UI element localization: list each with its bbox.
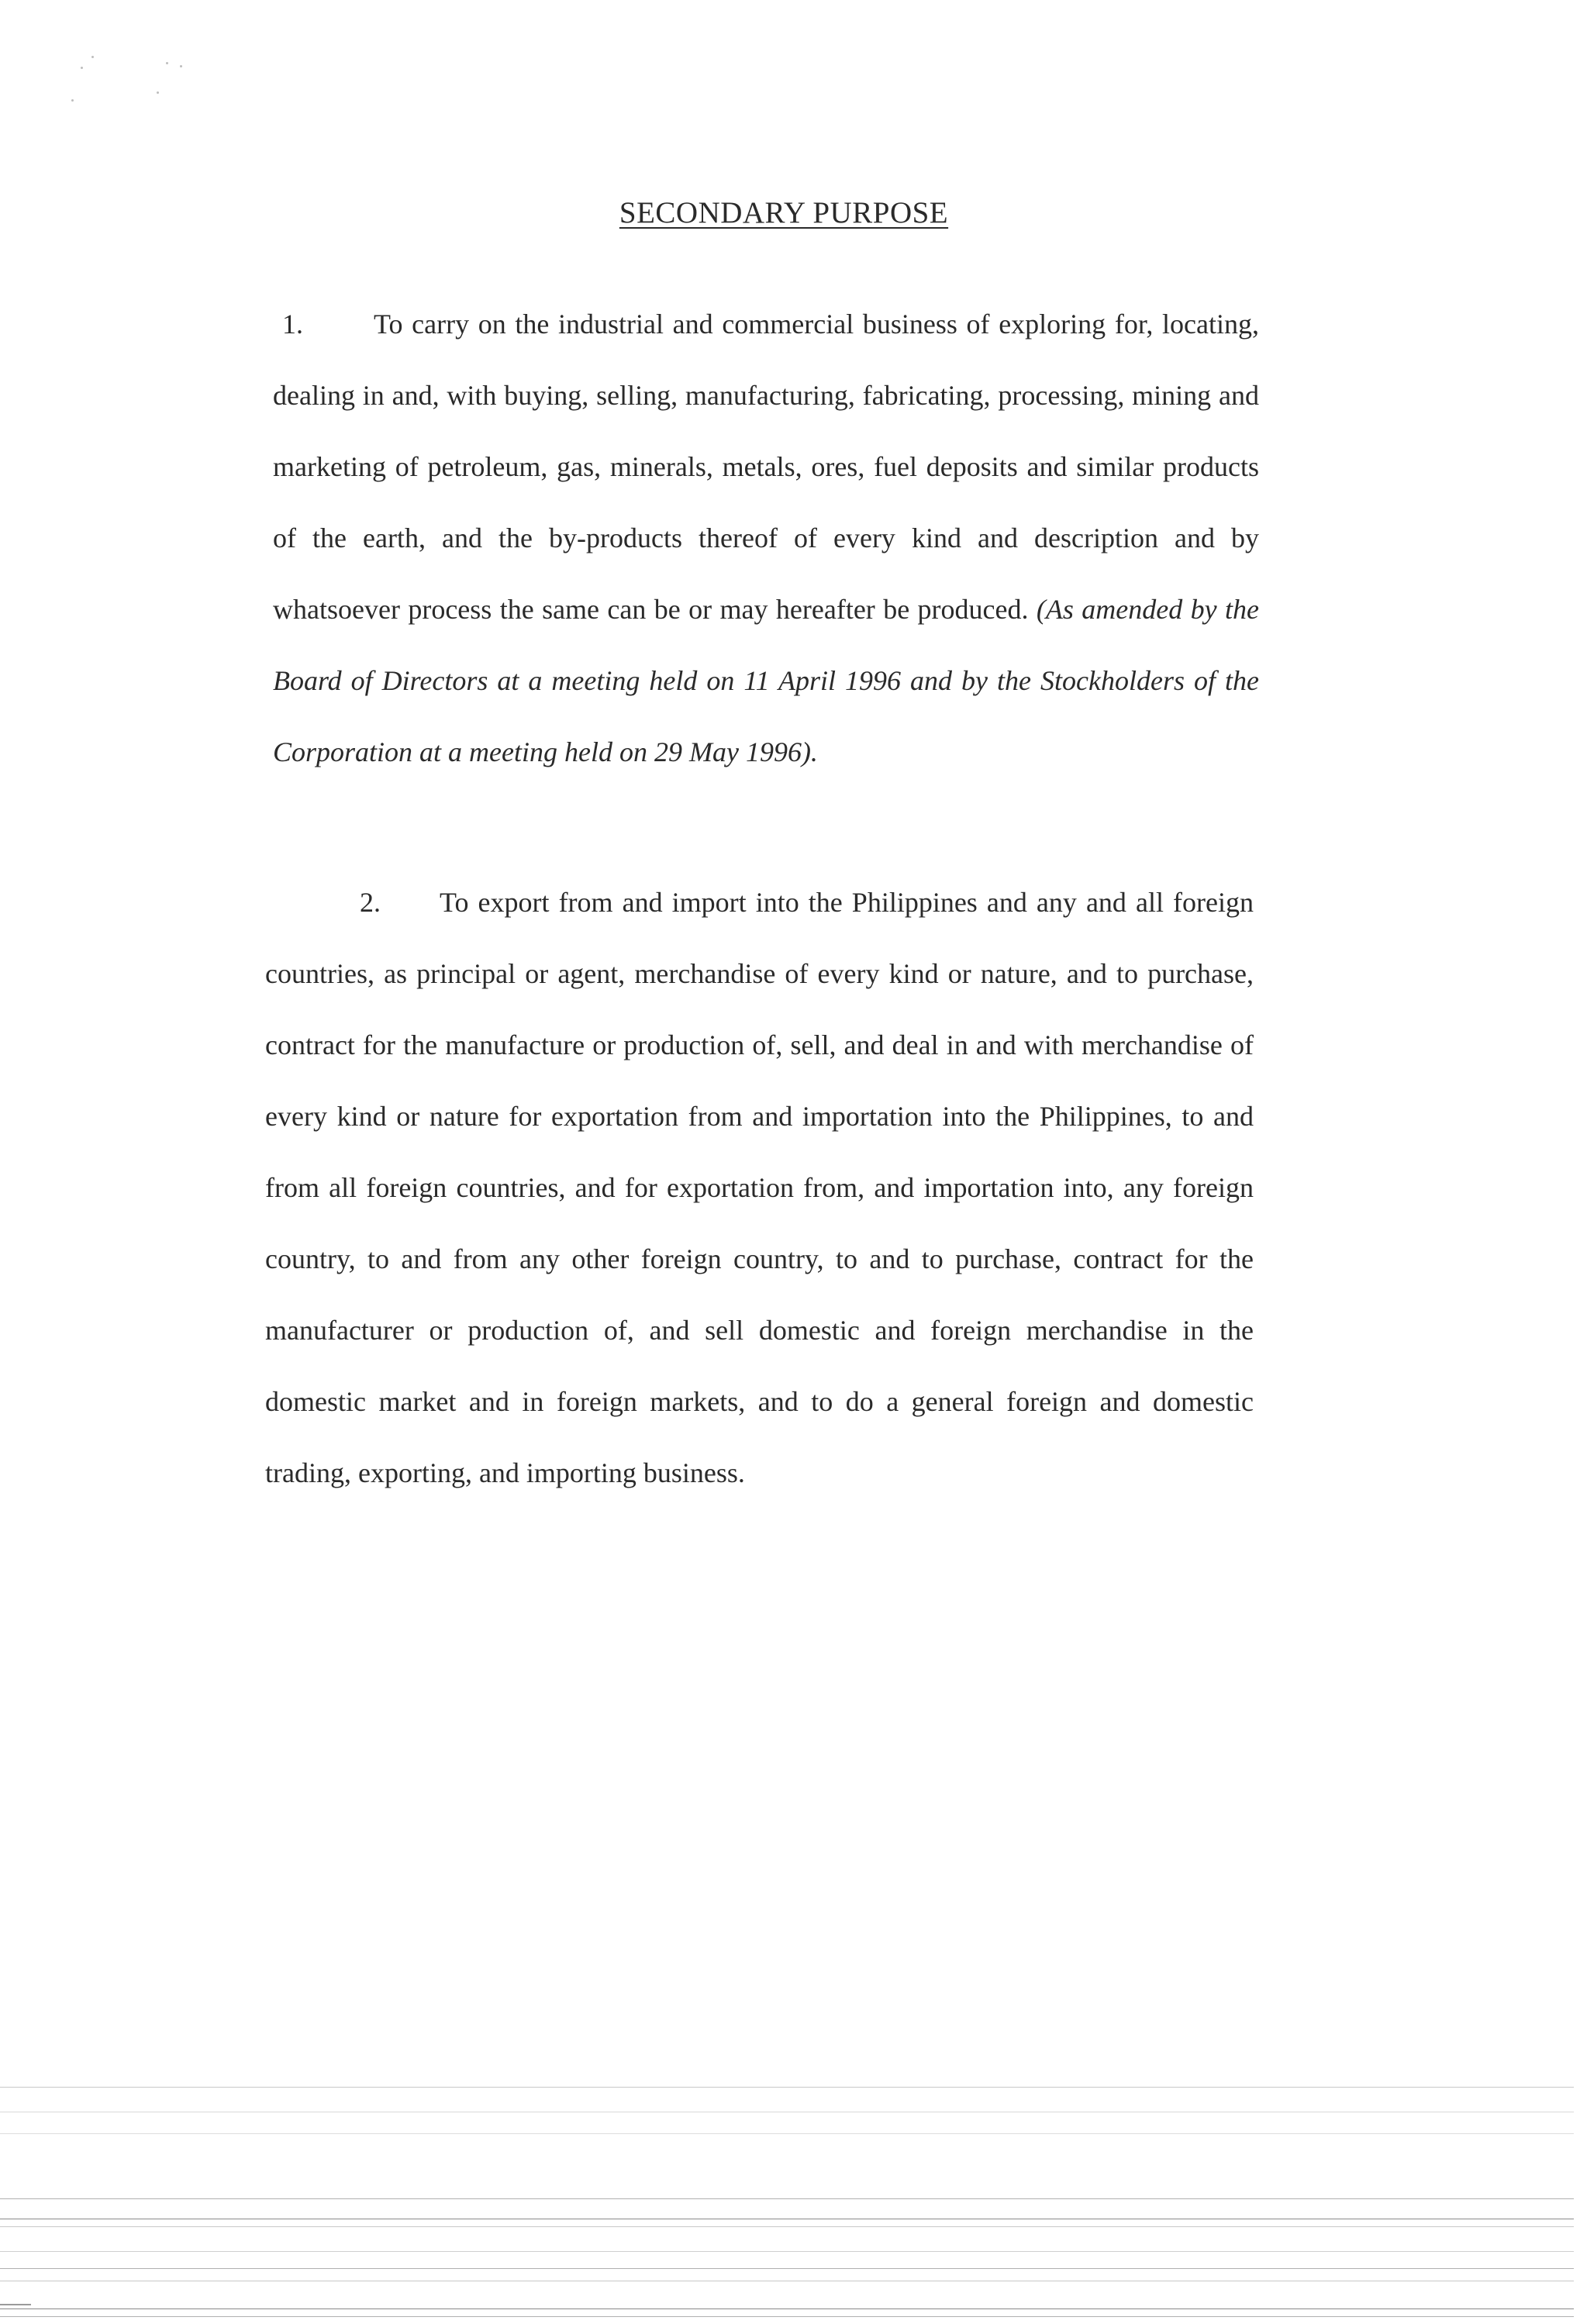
scan-line — [0, 2268, 1574, 2269]
item-text: To carry on the industrial and commercial business of exploring for, locating, dealing in and, with buying, selling, manufacturing, fabricating, processing, mining and marketing of petroleum, gas, minerals, metals, ores, fuel deposits and similar products of the earth, and the by-products thereof of every kind and description and by whatsoever process the same can be or may hereafter be produced. — [273, 309, 1259, 625]
scan-speck — [81, 67, 83, 69]
scan-speck — [91, 56, 94, 58]
page-title-text: SECONDARY PURPOSE — [619, 196, 949, 229]
scan-line — [0, 2308, 1574, 2309]
item-text: To export from and import into the Philippines and any and all foreign countries, as principal or agent, merchandise of every kind or nature, and to purchase, contract for the manufacture or production of, sell, and deal in and with merchandise of every kind or nature for exportation from and importation into the Philippines, to and from all foreign countries, and for exportation from, and importation into, any foreign country, to and from any other foreign country, to and to purchase, contract for the manufacturer or production of, and sell domestic and foreign merchandise in the domestic market and in foreign markets, and to do a general foreign and domestic trading, exporting, and importing business. — [265, 887, 1254, 1488]
scan-speck — [71, 99, 74, 102]
scan-edge-mark — [0, 2304, 31, 2305]
page-title — [0, 194, 1580, 233]
item-number: 1. — [282, 309, 303, 340]
scan-line — [0, 2133, 1574, 2134]
scan-line — [0, 2087, 1574, 2088]
amendment-note: (As amended by the Board of Directors at a meeting held on 11 April 1996 and by the Stockholders of the Corporation at a meeting held on 29 May 1996). — [273, 594, 1260, 767]
item-number: 2. — [360, 887, 381, 918]
scan-speck — [166, 62, 168, 64]
scan-line — [0, 2198, 1574, 2199]
scan-speck — [157, 91, 159, 94]
purpose-item-2 — [265, 867, 1254, 1509]
scan-line — [0, 2226, 1574, 2227]
scan-speck — [180, 65, 182, 67]
scan-line — [0, 2251, 1574, 2252]
scan-line — [0, 2316, 1574, 2317]
purpose-item-1 — [273, 288, 1259, 788]
